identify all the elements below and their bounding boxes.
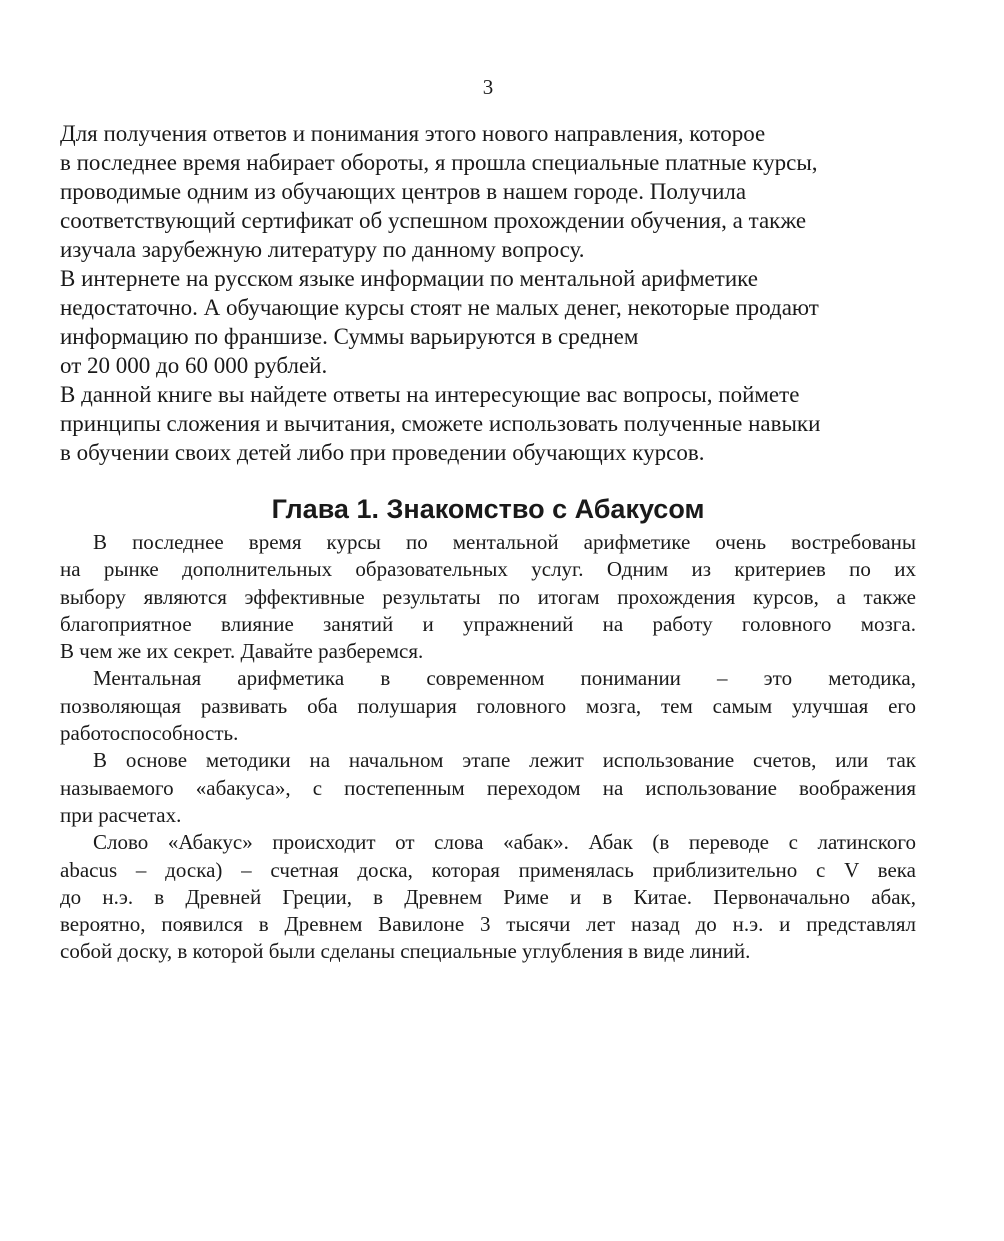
paragraph-line: благоприятное влияние занятий и упражнений на работу головного мозга. <box>60 611 916 636</box>
paragraph-2 <box>60 665 916 747</box>
paragraph-line: abacus – доска) – счетная доска, которая применялась приблизительно с V века <box>60 857 916 882</box>
intro-line: информацию по франшизе. Суммы варьируются в среднем <box>60 324 639 349</box>
paragraph-1 <box>60 529 916 665</box>
intro-line: принципы сложения и вычитания, сможете использовать полученные навыки <box>60 411 821 436</box>
chapter-body <box>60 529 916 966</box>
page-number: 3 <box>482 75 494 99</box>
intro-line: проводимые одним из обучающих центров в нашем городе. Получила <box>60 179 747 204</box>
paragraph-line: Слово «Абакус» происходит от слова «абак». Абак (в переводе с латинского <box>93 830 916 855</box>
paragraph-line: на рынке дополнительных образовательных услуг. Одним из критериев по их <box>60 557 916 582</box>
paragraph-line: В последнее время курсы по ментальной арифметике очень востребованы <box>93 530 916 554</box>
paragraph-4 <box>60 829 916 965</box>
paragraph-line: В чем же их секрет. Давайте разберемся. <box>60 639 424 664</box>
intro-line: в обучении своих детей либо при проведении обучающих курсов. <box>60 440 705 465</box>
intro-line: Для получения ответов и понимания этого нового направления, которое <box>60 121 766 146</box>
paragraph-line: при расчетах. <box>60 802 182 827</box>
paragraph-3 <box>60 747 916 829</box>
paragraph-line: позволяющая развивать оба полушария головного мозга, тем самым улучшая его <box>60 693 916 718</box>
paragraph-line: работоспособность. <box>60 721 239 746</box>
intro-line: изучала зарубежную литературу по данному вопросу. <box>60 237 585 262</box>
paragraph-line: выбору являются эффективные результаты по итогам прохождения курсов, а также <box>60 584 916 609</box>
intro-line: в последнее время набирает обороты, я прошла специальные платные курсы, <box>60 150 818 175</box>
paragraph-line: Ментальная арифметика в современном понимании – это методика, <box>93 666 916 691</box>
paragraph-line: называемого «абакуса», с постепенным переходом на использование воображения <box>60 775 916 800</box>
paragraph-line: собой доску, в которой были сделаны специальные углубления в виде линий. <box>60 939 751 964</box>
intro-line: недостаточно. А обучающие курсы стоят не малых денег, некоторые продают <box>60 295 819 320</box>
intro-line: соответствующий сертификат об успешном прохождении обучения, а также <box>60 208 807 233</box>
paragraph-line: вероятно, появился в Древнем Вавилоне 3 тысячи лет назад до н.э. и представлял <box>60 912 916 937</box>
intro-line: от 20 000 до 60 000 рублей. <box>60 353 328 378</box>
paragraph-line: до н.э. в Древней Греции, в Древнем Риме и в Китае. Первоначально абак, <box>60 884 916 909</box>
intro-line: В интернете на русском языке информации по ментальной арифметике <box>60 266 758 291</box>
intro-section <box>60 119 940 467</box>
intro-line: В данной книге вы найдете ответы на интересующие вас вопросы, поймете <box>60 382 800 407</box>
chapter-title: Глава 1. Знакомство с Абакусом <box>271 494 705 524</box>
paragraph-line: В основе методики на начальном этапе лежит использование счетов, или так <box>93 748 916 773</box>
